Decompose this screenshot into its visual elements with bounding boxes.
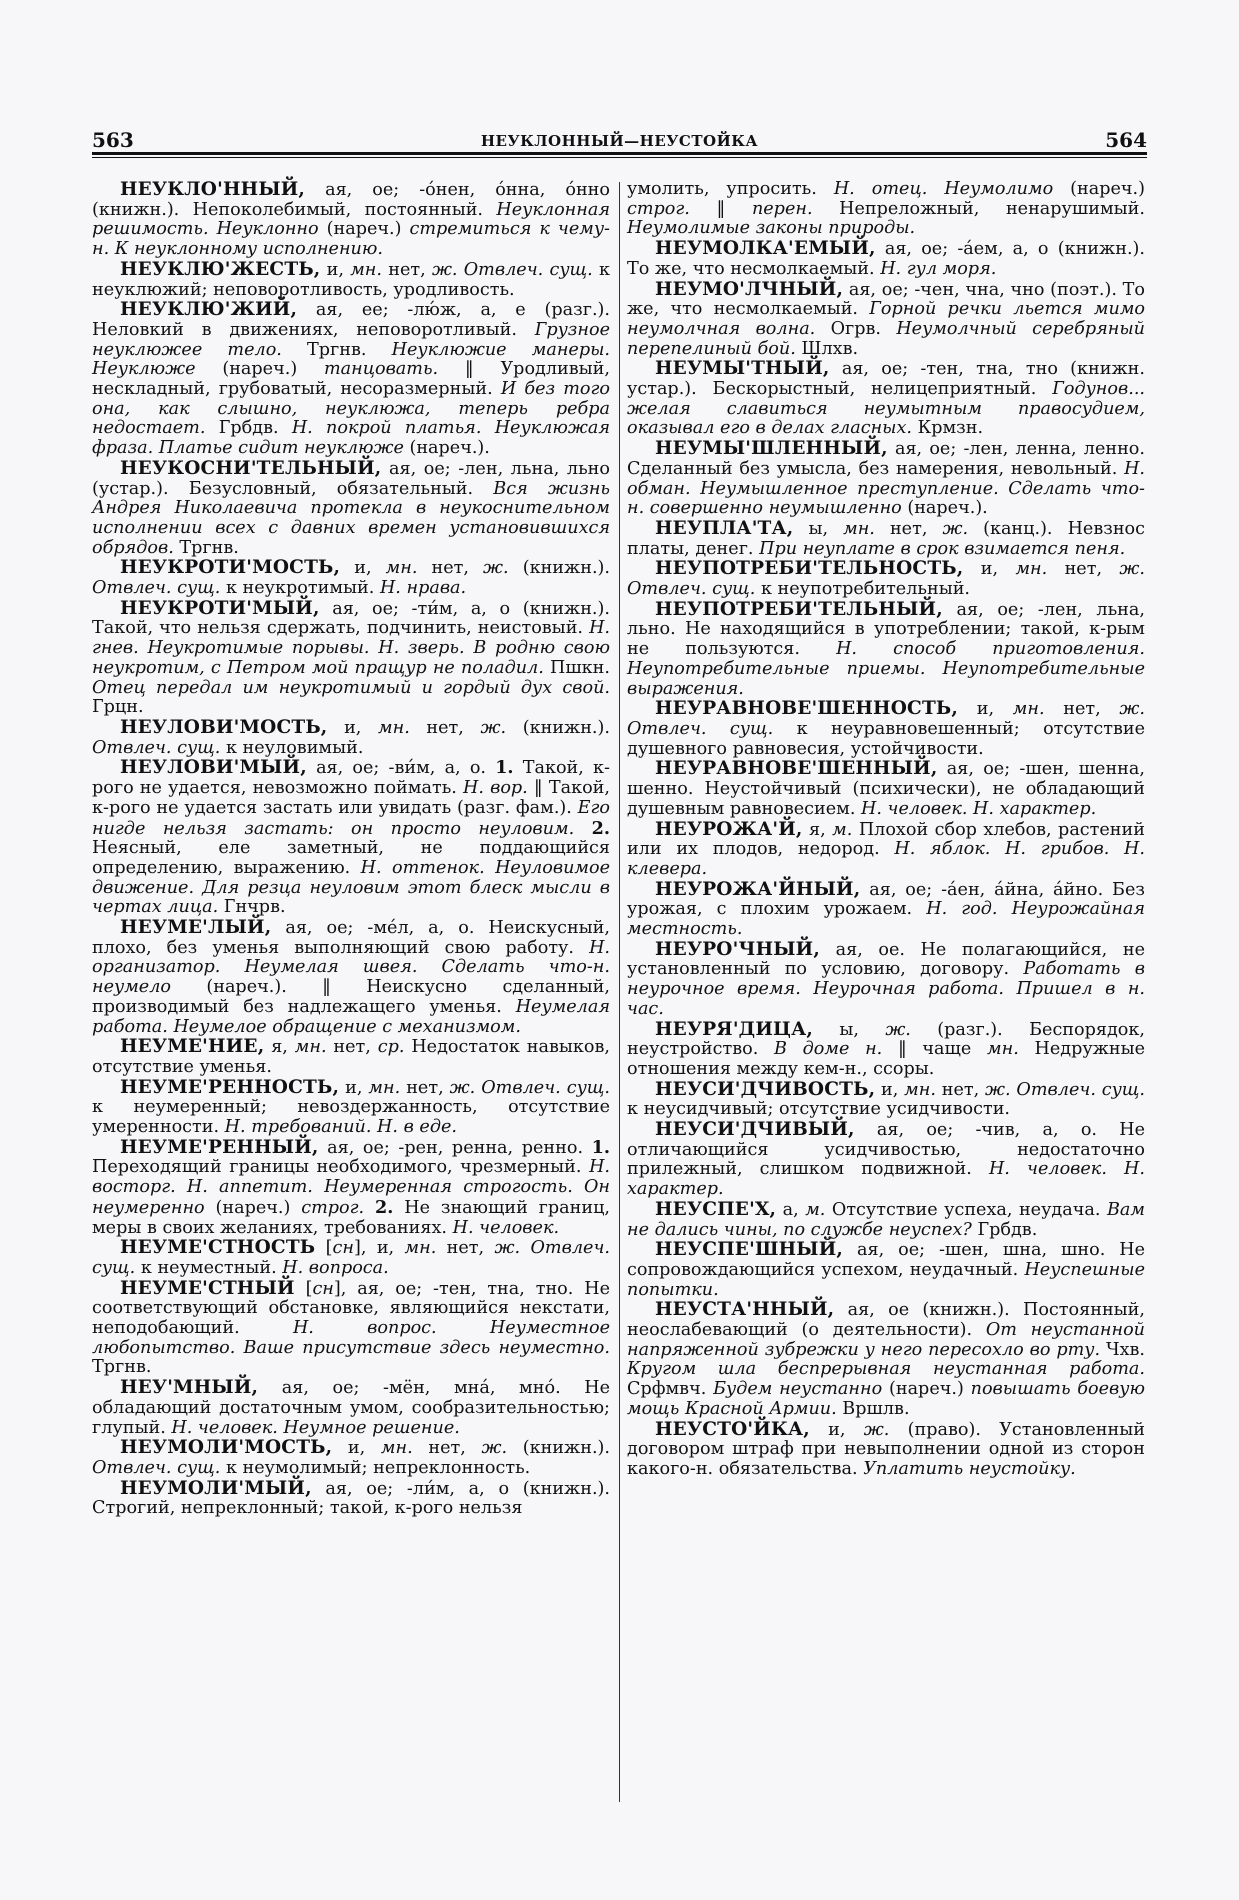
example-text: Вам не дались чины, по службе неуспех? bbox=[627, 1199, 1145, 1240]
definition-text: (нареч.) bbox=[195, 359, 324, 380]
definition-text: (нареч.) bbox=[318, 219, 410, 240]
example-text: ж. Отвлеч. сущ. bbox=[627, 559, 1145, 600]
dictionary-entry bbox=[92, 1037, 610, 1077]
definition-text: ая, ое; -рен, ренна, ренно. bbox=[318, 1137, 592, 1158]
definition-text: ая, ое; -лен, льна, льно. Не находящийся в употреблении; такой, к-рым не пользуются. bbox=[627, 599, 1145, 660]
definition-text: ая, ое; -о́нен, о́нна, о́нно (книжн.). Непоколебимый, постоянный. bbox=[92, 180, 610, 220]
dictionary-entry bbox=[627, 759, 1145, 819]
headword: НЕУСИ'ДЧИВЫЙ, bbox=[655, 1119, 855, 1141]
example-text: ж. bbox=[885, 1019, 911, 1040]
sense-number: 2. bbox=[375, 1196, 394, 1218]
example-text: строг. bbox=[627, 198, 690, 219]
example-text: Грузное неуклюжее тело. bbox=[92, 319, 610, 360]
headword: НЕУЛОВИ'МЫЙ, bbox=[120, 757, 307, 779]
headword: НЕУКЛЮ'ЖИЙ, bbox=[120, 299, 298, 321]
definition-text: и, bbox=[875, 1079, 905, 1100]
headword: НЕУКРОТИ'МОСТЬ, bbox=[120, 557, 341, 579]
example-text: мн. bbox=[987, 1039, 1019, 1060]
example-text: Н. оттенок. Неуловимое движение. Для резца неуловим этот блеск мысли в чертах лица. bbox=[92, 857, 610, 918]
headword: НЕУМОЛКА'ЕМЫЙ, bbox=[655, 238, 876, 260]
dictionary-entry bbox=[627, 940, 1145, 1020]
definition-text: (нареч.) bbox=[1053, 179, 1146, 199]
example-text: строг. bbox=[301, 1197, 365, 1218]
example-text: Н. гнев. Неукротимые порывы. Н. зверь. В родню свою неукротим, с Петром мой пращур не поладил. bbox=[92, 618, 610, 678]
definition-text: (нареч.). bbox=[901, 498, 988, 519]
definition-text: к неумолимый; непреклонность. bbox=[220, 1458, 531, 1478]
definition-text: (нареч.). bbox=[403, 438, 490, 459]
definition-text: ая, ое; -ме́л, а, о. Неискусный, плохо, без уменья выполняющий свою работу. bbox=[92, 918, 610, 958]
example-text: Н. человек. Неумное решение. bbox=[171, 1417, 460, 1438]
dictionary-entry bbox=[92, 1078, 610, 1138]
definition-text: ‖ чаще bbox=[882, 1039, 988, 1060]
example-text: перен. bbox=[751, 198, 813, 219]
dictionary-entry bbox=[92, 1479, 610, 1519]
example-text: ж. Отвлеч. сущ. bbox=[431, 259, 593, 280]
left-column bbox=[92, 180, 610, 1519]
headword: НЕУРЯ'ДИЦА, bbox=[655, 1018, 813, 1040]
definition-text: ая, ое; -а́ем, а, о (книжн.). То же, что несмолкаемый. bbox=[627, 239, 1145, 279]
definition-text: ая, ое; -чен, чна, чно (поэт.). То же, что несмолкаемый. bbox=[627, 279, 1145, 320]
example-text: повышать боевую мощь Красной Армии. bbox=[627, 1379, 1145, 1419]
example-text: Неумелая работа. Неумелое обращение с механизмом. bbox=[92, 996, 610, 1037]
example-text: В доме н. bbox=[774, 1039, 883, 1060]
headword: НЕУПОТРЕБИ'ТЕЛЬНОСТЬ, bbox=[655, 558, 964, 580]
example-text: м. bbox=[832, 819, 853, 840]
definition-text: Шлхв. bbox=[795, 338, 859, 359]
headword: НЕУМЕ'РЕННОСТЬ, bbox=[120, 1076, 340, 1098]
example-text: Неумолимые законы природы. bbox=[627, 218, 916, 239]
headword: НЕУМОЛИ'МЫЙ, bbox=[120, 1477, 312, 1499]
dictionary-entry bbox=[627, 1020, 1145, 1080]
headword: НЕУКРОТИ'МЫЙ, bbox=[120, 597, 320, 619]
definition-text: и, bbox=[958, 699, 1013, 720]
example-text: сн bbox=[312, 1278, 334, 1299]
definition-text: ая, ое; -лен, льна, льно (устар.). Безусловный, обязательный. bbox=[92, 458, 610, 499]
definition-text: Огрв. bbox=[815, 318, 897, 339]
definition-text: к неуклюжий; неповоротливость, уродливость. bbox=[92, 259, 610, 300]
example-text: ж. bbox=[942, 518, 969, 539]
definition-text: ы, bbox=[813, 1019, 886, 1040]
example-text: От неустанной напряженной зубрежки у него пересохло во рту. bbox=[627, 1320, 1145, 1360]
dictionary-entry bbox=[627, 1200, 1145, 1240]
definition-text: нет, bbox=[412, 1438, 482, 1459]
example-text: Горной речки льется мимо неумолчная волна. bbox=[627, 299, 1145, 339]
example-text: И без того она, как слышно, неуклюжа, теперь ребра недостает. bbox=[92, 379, 610, 439]
example-text: Отвлеч. сущ. bbox=[92, 737, 221, 758]
example-text: ж. bbox=[480, 717, 507, 738]
definition-text: ая, ое; -чив, а, о. Не отличающийся усидчивостью, недостаточно прилежный, слишком подвижной. bbox=[627, 1120, 1145, 1180]
example-text: ж. Отвлеч. сущ. bbox=[92, 1238, 610, 1278]
headword: НЕУМЕ'РЕННЫЙ, bbox=[120, 1136, 319, 1158]
definition-text: к неукротимый. bbox=[220, 578, 380, 599]
dictionary-entry bbox=[627, 1300, 1145, 1419]
example-text: стремиться к чему-н. К неуклонному исполнению. bbox=[92, 219, 611, 260]
definition-text: ая, ое; -шен, шна, шно. Не сопровождающийся успехом, неудачный. bbox=[627, 1240, 1145, 1280]
example-text: ж. Отвлеч. сущ. bbox=[627, 699, 1145, 739]
definition-text: Не знающий границ, меры в своих желаниях, требованиях. bbox=[92, 1197, 610, 1238]
example-text: Н. человек. Н. характер. bbox=[861, 798, 1097, 819]
headword: НЕУМЕ'СТНЫЙ bbox=[120, 1277, 295, 1299]
definition-text: Недружные отношения между кем-н., ссоры. bbox=[627, 1039, 1146, 1079]
definition-text: Пшкн. bbox=[543, 657, 610, 678]
definition-text: Вршлв. bbox=[836, 1398, 910, 1419]
dictionary-entry bbox=[92, 558, 610, 598]
example-text: мн. bbox=[350, 259, 382, 280]
example-text: Отвлеч. сущ. bbox=[92, 1458, 221, 1478]
example-text: Н. вор. bbox=[463, 778, 528, 799]
example-text: Н. обман. Неумышленное преступление. Сделать что-н. совершенно неумышленно bbox=[627, 458, 1145, 519]
definition-text: Неясный, еле заметный, не поддающийся определению, выражению. bbox=[92, 838, 610, 878]
example-text: мн. bbox=[1015, 559, 1048, 580]
dictionary-entry bbox=[92, 1378, 610, 1438]
dictionary-entry bbox=[627, 1120, 1145, 1200]
dictionary-entry bbox=[627, 1080, 1145, 1120]
header-rule-thin bbox=[92, 157, 1147, 158]
definition-text: Грбдв. bbox=[971, 1219, 1038, 1240]
definition-text: ая, ое; -а́ен, а́йна, а́йно. Без урожая, с плохим урожаем. bbox=[627, 879, 1145, 920]
dictionary-entry bbox=[92, 599, 610, 718]
definition-text: ая, ое; -ти́м, а, о (книжн.). Такой, что нельзя сдержать, подчинить, неистовый. bbox=[92, 598, 610, 639]
definition-text: Чхв. bbox=[1100, 1339, 1145, 1360]
definition-text: и, bbox=[963, 559, 1016, 580]
definition-text: Такой, к-рого не удается, невозможно поймать. bbox=[92, 758, 610, 799]
example-text: ж. Отвлеч. сущ. bbox=[449, 1077, 610, 1098]
headword: НЕУМЫ'ШЛЕННЫЙ, bbox=[655, 438, 888, 460]
headword: НЕУМО'ЛЧНЫЙ, bbox=[655, 278, 844, 300]
example-text: Н. требований. Н. в еде. bbox=[224, 1117, 457, 1138]
example-text: Отец передал им неукротимый и гордый дух свой. bbox=[92, 677, 610, 698]
definition-text: к неуравновешенный; отсутствие душевного равновесия, устойчивости. bbox=[627, 718, 1145, 759]
example-text: Н. нрава. bbox=[379, 578, 467, 599]
example-text: мн. bbox=[294, 1037, 327, 1058]
definition-text: Отсутствие успеха, неудача. bbox=[825, 1199, 1107, 1220]
definition-text: ‖ bbox=[689, 198, 752, 219]
dictionary-entry bbox=[627, 600, 1145, 700]
definition-text: (книжн.). bbox=[507, 1438, 610, 1459]
headword: НЕУСТА'ННЫЙ, bbox=[655, 1299, 835, 1321]
definition-text: к неупотребительный. bbox=[755, 579, 971, 600]
example-text: Н. способ приготовления. Неупотребительные приемы. Неупотребительные выражения. bbox=[627, 639, 1145, 699]
dictionary-entry bbox=[92, 300, 610, 459]
sense-number: 1. bbox=[495, 757, 514, 779]
definition-text: нет, bbox=[1044, 699, 1120, 720]
definition-text: я, bbox=[802, 819, 833, 840]
example-text: Неуклюжие манеры. Неуклюже bbox=[92, 339, 611, 380]
example-text: ж. bbox=[481, 1438, 508, 1459]
example-text: При неуплате в срок взимается пеня. bbox=[759, 538, 1126, 559]
definition-text: ‖ Такой, к-рого не удается застать или увидать (разг. фам.). bbox=[92, 778, 610, 818]
example-text: Его нигде нельзя застать: он просто неуловим. bbox=[92, 797, 610, 839]
example-text: Н. гул моря. bbox=[880, 258, 997, 279]
example-text: м. bbox=[805, 1199, 826, 1220]
definition-text: Тргнв. bbox=[281, 339, 392, 360]
headword: НЕУМЕ'ЛЫЙ, bbox=[120, 917, 272, 939]
dictionary-entry bbox=[92, 1138, 610, 1239]
definition-text: и, bbox=[809, 1419, 864, 1440]
headword: НЕУ'МНЫЙ, bbox=[120, 1377, 259, 1399]
header-rule-thick bbox=[92, 152, 1147, 155]
definition-text: нет, bbox=[1047, 559, 1120, 580]
headword: НЕУРО'ЧНЫЙ, bbox=[655, 938, 821, 960]
definition-text: к неумеренный; невоздержанность, отсутствие умеренности. bbox=[92, 1097, 610, 1138]
definition-text: ая, ое; -ли́м, а, о (книжн.). Строгий, непреклонный; такой, к-рого нельзя bbox=[92, 1478, 610, 1519]
dictionary-entry bbox=[92, 260, 610, 300]
headword: НЕУПОТРЕБИ'ТЕЛЬНЫЙ, bbox=[655, 598, 943, 620]
definition-text: и, bbox=[340, 558, 386, 579]
definition-text: ‖ Уродливый, нескладный, грубоватый, несоразмерный. bbox=[92, 359, 610, 400]
dictionary-entry bbox=[627, 439, 1145, 519]
example-text: мн. bbox=[904, 1079, 936, 1100]
running-title: НЕУКЛОННЫЙ—НЕУСТОЙКА bbox=[480, 132, 759, 150]
definition-text: (канц.). Невзнос платы, денег. bbox=[627, 518, 1145, 559]
definition-text: Непреложный, ненарушимый. bbox=[812, 198, 1146, 219]
definition-text bbox=[574, 819, 591, 839]
example-text: Н. организатор. Неумелая швея. Сделать что-н. неумело bbox=[92, 937, 610, 998]
headword: НЕУРОЖА'ЙНЫЙ, bbox=[655, 878, 861, 900]
definition-text: нет, bbox=[436, 1238, 495, 1259]
definition-text: ая, ое; -лен, ленна, ленно. Сделанный без умысла, без намерения, невольный. bbox=[627, 439, 1145, 479]
example-text: Н. человек. Н. характер. bbox=[627, 1159, 1145, 1200]
example-text: Н. год. Неурожайная местность. bbox=[627, 899, 1145, 940]
example-text: Н. отец. Неумолимо bbox=[833, 179, 1054, 199]
column-divider bbox=[619, 182, 620, 1802]
definition-text: и, bbox=[332, 1438, 381, 1459]
example-text: Неуклонная решимость. Неуклонно bbox=[92, 199, 610, 240]
definition-text: нет, bbox=[935, 1079, 986, 1100]
dictionary-entry bbox=[627, 519, 1145, 559]
definition-text: и, bbox=[320, 259, 351, 280]
definition-text: [ bbox=[294, 1278, 313, 1299]
example-text: Неуспешные попытки. bbox=[627, 1259, 1145, 1300]
definition-text: ая, ее; -лю́ж, а, е (разг.). Неловкий в движениях, неповоротливый. bbox=[92, 300, 610, 340]
dictionary-entry bbox=[627, 880, 1145, 940]
page-number-right: 564 bbox=[1105, 128, 1147, 152]
definition-text: (нареч.) bbox=[882, 1379, 971, 1400]
page-number-left: 563 bbox=[92, 128, 134, 152]
headword: НЕУСПЕ'Х, bbox=[655, 1198, 777, 1220]
definition-text: я, bbox=[264, 1037, 295, 1058]
definition-text: (разг.). Беспорядок, неустройство. bbox=[627, 1019, 1145, 1060]
definition-text: нет, bbox=[400, 1077, 450, 1098]
definition-text: Недостаток навыков, отсутствие уменья. bbox=[92, 1037, 610, 1077]
example-text: Кругом шла беспрерывная неустанная работа. bbox=[627, 1359, 1145, 1380]
dictionary-entry bbox=[627, 820, 1145, 880]
definition-text: ая, ое; -мён, мна́, мно́. Не обладающий достаточным умом, сообразительностью; глупый. bbox=[92, 1378, 610, 1438]
example-text: мн. bbox=[378, 717, 410, 738]
example-text: Н. яблок. Н. грибов. Н. клевера. bbox=[627, 839, 1145, 879]
definition-text: умолить, упросить. bbox=[627, 179, 834, 199]
definition-text: к неуместный. bbox=[135, 1257, 283, 1278]
definition-text: (нареч.). ‖ Неискусно сделанный, производимый без надлежащего уменья. bbox=[92, 977, 610, 1017]
definition-text: [ bbox=[315, 1238, 333, 1259]
headword: НЕУСИ'ДЧИВОСТЬ, bbox=[655, 1078, 876, 1100]
headword: НЕУМЫ'ТНЫЙ, bbox=[655, 358, 830, 380]
example-text: мн. bbox=[380, 1438, 413, 1459]
definition-text: нет, bbox=[417, 558, 484, 579]
dictionary-entry bbox=[627, 1240, 1145, 1300]
headword: НЕУЛОВИ'МОСТЬ, bbox=[120, 716, 328, 738]
definition-text: ая, ое (книжн.). Постоянный, неослабевающий (о деятельности). bbox=[627, 1300, 1145, 1341]
sense-number: 2. bbox=[591, 817, 610, 839]
example-text: мн. bbox=[843, 518, 875, 539]
example-text: ж. bbox=[863, 1419, 890, 1440]
example-text: Будем неустанно bbox=[713, 1379, 883, 1400]
dictionary-entry bbox=[92, 1438, 610, 1478]
definition-text: (нареч.) bbox=[204, 1197, 302, 1218]
dictionary-entry bbox=[627, 559, 1145, 599]
example-text: мн. bbox=[368, 1077, 401, 1098]
dictionary-entry bbox=[627, 239, 1145, 279]
definition-text: и, bbox=[339, 1077, 369, 1098]
example-text: Уплатить неустойку. bbox=[863, 1459, 1076, 1479]
sense-number: 1. bbox=[591, 1136, 610, 1158]
dictionary-entry bbox=[627, 359, 1145, 439]
headword: НЕУМЕ'СТНОСТЬ bbox=[120, 1237, 316, 1259]
example-text: мн. bbox=[385, 558, 418, 579]
example-text: сн bbox=[332, 1238, 354, 1259]
example-text: мн. bbox=[404, 1238, 437, 1259]
definition-text: а, bbox=[776, 1199, 806, 1220]
headword: НЕУМЕ'НИЕ, bbox=[120, 1036, 265, 1058]
definition-text: (книжн.). bbox=[506, 717, 610, 738]
dictionary-entry bbox=[92, 718, 610, 758]
example-text: Годунов... желая славиться неумытным правосудием, оказывал его в делах гласных. bbox=[627, 379, 1145, 439]
definition-text: Переходящий границы необходимого, чрезмерный. bbox=[92, 1157, 590, 1178]
definition-text: Срфмвч. bbox=[627, 1379, 714, 1400]
definition-text: ая, ое. Не полагающийся, не установленный по условию, договору. bbox=[627, 939, 1145, 980]
definition-text: нет, bbox=[874, 518, 943, 539]
right-column bbox=[627, 180, 1145, 1480]
definition-text: нет, bbox=[382, 259, 432, 280]
headword: НЕУКЛЮ'ЖЕСТЬ, bbox=[120, 258, 321, 280]
definition-text: нет, bbox=[409, 717, 481, 738]
definition-text: и, bbox=[327, 717, 379, 738]
definition-text: ая, ое; -шен, шенна, шенно. Неустойчивый (психически), не обладающий душевным равновесием. bbox=[627, 759, 1145, 819]
page-header bbox=[92, 128, 1147, 152]
definition-text: Тргнв. bbox=[92, 1357, 152, 1378]
definition-text: Крмзн. bbox=[912, 418, 984, 439]
headword: НЕУРАВНОВЕ'ШЕННОСТЬ, bbox=[655, 698, 959, 720]
definition-text: Плохой сбор хлебов, растений или их плодов, недород. bbox=[627, 819, 1145, 860]
headword: НЕУКЛО'ННЫЙ, bbox=[120, 179, 306, 200]
example-text: Н. покрой платья. Неуклюжая фраза. Платье сидит неуклюже bbox=[92, 418, 610, 459]
definition-text: к неусидчивый; отсутствие усидчивости. bbox=[627, 1099, 1011, 1120]
definition-text: Гнчрв. bbox=[218, 897, 286, 918]
dictionary-entry bbox=[627, 699, 1145, 759]
dictionary-entry bbox=[92, 918, 610, 1037]
headword: НЕУПЛА'ТА, bbox=[655, 517, 794, 539]
dictionary-entry bbox=[92, 1238, 610, 1278]
headword: НЕУСТО'ЙКА, bbox=[655, 1418, 810, 1440]
definition-text: ая, ое; -тен, тна, тно (книжн. устар.). Бескорыстный, нелицеприятный. bbox=[627, 359, 1145, 400]
example-text: мн. bbox=[1012, 699, 1045, 720]
definition-text: Грбдв. bbox=[205, 418, 292, 439]
definition-text: к неуловимый. bbox=[220, 737, 364, 758]
example-text: Н. восторг. Н. аппетит. Неумеренная строгость. Он неумеренно bbox=[92, 1157, 610, 1218]
headword: НЕУКОСНИ'ТЕЛЬНЫЙ, bbox=[120, 457, 382, 479]
dictionary-entry bbox=[627, 1420, 1145, 1480]
definition-text: (право). Установленный договором штраф при невыполнении одной из сторон какого-н. обязательства. bbox=[627, 1419, 1145, 1479]
example-text: Н. человек. bbox=[452, 1217, 560, 1238]
definition-text: ], и, bbox=[353, 1238, 405, 1259]
dictionary-entry bbox=[92, 180, 610, 260]
dictionary-entry bbox=[92, 758, 610, 918]
definition-text: ы, bbox=[793, 518, 844, 539]
example-text: ж. Отвлеч. сущ. bbox=[985, 1079, 1145, 1100]
definition-text: Грцн. bbox=[92, 697, 144, 718]
example-text: Работать в неурочное время. Неурочная работа. Пришел в н. час. bbox=[627, 959, 1145, 1019]
headword: НЕУСПЕ'ШНЫЙ, bbox=[655, 1239, 844, 1261]
headword: НЕУМОЛИ'МОСТЬ, bbox=[120, 1437, 333, 1459]
dictionary-entry bbox=[92, 1279, 610, 1379]
definition-text: ], ая, ое; -тен, тна, тно. Не соответствующий обстановке, являющийся некстати, неподобающий. bbox=[92, 1278, 610, 1339]
example-text: Отвлеч. сущ. bbox=[92, 578, 221, 599]
example-text: ж. bbox=[483, 558, 509, 579]
definition-text: ая, ое; -ви́м, а, о. bbox=[306, 758, 496, 779]
dictionary-entry bbox=[92, 459, 610, 559]
example-text: ср. bbox=[377, 1037, 405, 1058]
definition-text: Тргнв. bbox=[173, 537, 239, 558]
definition-text: нет, bbox=[326, 1037, 378, 1058]
example-text: Н. вопрос. Неуместное любопытство. Ваше присутствие здесь неуместно. bbox=[92, 1318, 610, 1358]
headword: НЕУРОЖА'Й, bbox=[655, 818, 803, 840]
example-text: Вся жизнь Андрея Николаевича протекла в неукоснительном исполнении всех с давних времен установившихся обрядов. bbox=[92, 478, 610, 558]
example-text: танцовать. bbox=[323, 359, 439, 380]
definition-text bbox=[364, 1198, 375, 1218]
example-text: Н. вопроса. bbox=[282, 1257, 389, 1278]
headword: НЕУРАВНОВЕ'ШЕННЫЙ, bbox=[655, 758, 938, 780]
dictionary-entry bbox=[627, 180, 1145, 239]
example-text: Неумолчный серебряный перепелиный бой. bbox=[627, 318, 1145, 359]
definition-text: (книжн.). bbox=[508, 558, 610, 579]
dictionary-entry bbox=[627, 280, 1145, 360]
